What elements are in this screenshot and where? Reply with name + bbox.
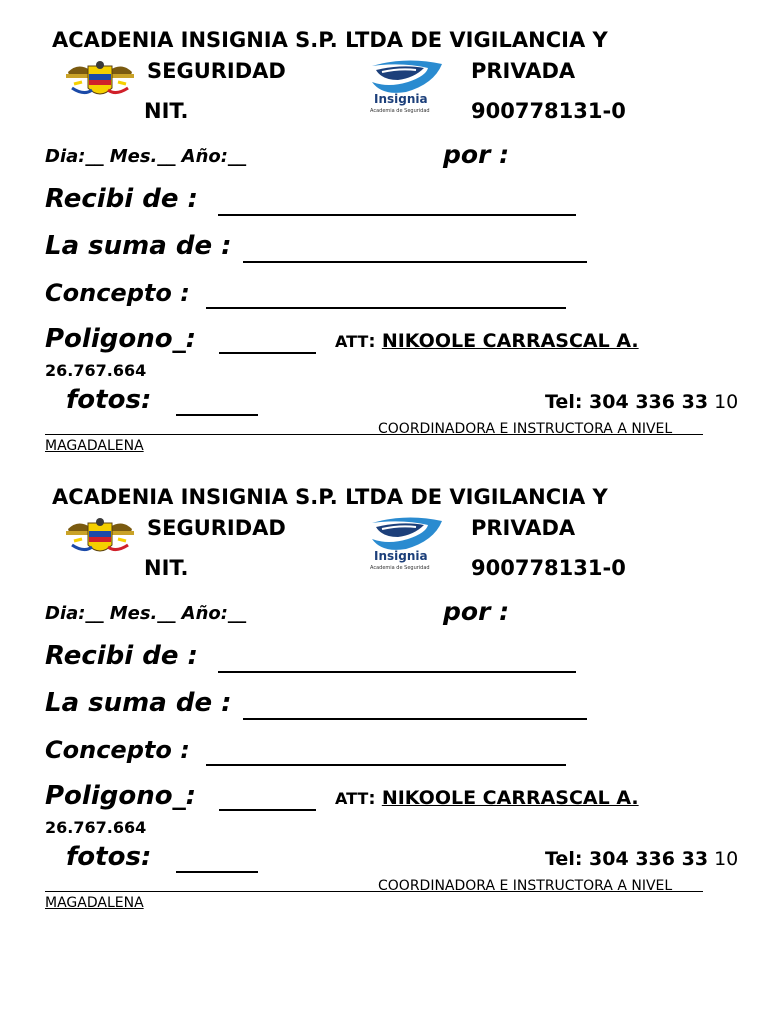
company-title-seguridad: SEGURIDAD bbox=[147, 516, 286, 540]
concepto-field[interactable] bbox=[206, 764, 566, 766]
signature-line bbox=[45, 434, 703, 435]
company-title: ACADENIA INSIGNIA S.P. LTDA DE VIGILANCIA Y bbox=[52, 485, 608, 509]
att-label: ATT bbox=[335, 789, 369, 808]
coat-of-arms-icon bbox=[64, 60, 136, 102]
nit-number: 900778131-0 bbox=[471, 556, 626, 580]
date-field[interactable]: Dia:__ Mes.__ Año:__ bbox=[45, 146, 246, 167]
concepto-label: Concepto : bbox=[45, 736, 190, 764]
coat-of-arms-icon bbox=[64, 517, 136, 559]
por-label: por : bbox=[443, 140, 510, 169]
tel-label: Tel: 304 336 33 bbox=[545, 848, 709, 870]
department-name: MAGADALENA bbox=[45, 895, 144, 911]
recibi-field[interactable] bbox=[218, 214, 576, 216]
company-title: ACADENIA INSIGNIA S.P. LTDA DE VIGILANCIA Y bbox=[52, 28, 608, 52]
company-title-privada: PRIVADA bbox=[471, 516, 576, 540]
telephone bbox=[545, 391, 738, 413]
att-signature bbox=[335, 787, 639, 809]
nit-label: NIT. bbox=[144, 556, 189, 580]
tel-label: Tel: 304 336 33 bbox=[545, 391, 709, 413]
suma-label: La suma de : bbox=[45, 231, 232, 261]
fotos-label: fotos: bbox=[66, 842, 152, 872]
nit-number: 900778131-0 bbox=[471, 99, 626, 123]
poligono-label: Poligono_: bbox=[45, 324, 196, 354]
tel-tail: 10 bbox=[708, 391, 739, 413]
cedula-number: 26.767.664 bbox=[45, 818, 147, 837]
suma-label: La suma de : bbox=[45, 688, 232, 718]
company-title-seguridad: SEGURIDAD bbox=[147, 59, 286, 83]
poligono-label: Poligono_: bbox=[45, 781, 196, 811]
tel-tail: 10 bbox=[708, 848, 739, 870]
fotos-field[interactable] bbox=[176, 414, 258, 416]
att-name: NIKOOLE CARRASCAL A. bbox=[381, 330, 639, 352]
att-name: NIKOOLE CARRASCAL A. bbox=[381, 787, 639, 809]
poligono-field[interactable] bbox=[219, 809, 316, 811]
att-colon: : bbox=[368, 331, 376, 352]
insignia-logo bbox=[362, 515, 450, 573]
att-signature bbox=[335, 330, 639, 352]
logo-subtext: Academia de Seguridad bbox=[370, 565, 430, 571]
concepto-label: Concepto : bbox=[45, 279, 190, 307]
insignia-logo bbox=[362, 58, 450, 116]
concepto-field[interactable] bbox=[206, 307, 566, 309]
logo-subtext: Academia de Seguridad bbox=[370, 108, 430, 114]
signature-line bbox=[45, 891, 703, 892]
att-colon: : bbox=[368, 788, 376, 809]
coordinator-title: COORDINADORA E INSTRUCTORA A NIVEL bbox=[378, 878, 673, 894]
recibi-label: Recibi de : bbox=[45, 641, 198, 671]
coordinator-title: COORDINADORA E INSTRUCTORA A NIVEL bbox=[378, 421, 673, 437]
receipt-1 bbox=[0, 0, 768, 457]
logo-text: Insignia bbox=[374, 92, 428, 106]
por-label: por : bbox=[443, 597, 510, 626]
cedula-number: 26.767.664 bbox=[45, 361, 147, 380]
nit-label: NIT. bbox=[144, 99, 189, 123]
fotos-label: fotos: bbox=[66, 385, 152, 415]
receipt-2 bbox=[0, 457, 768, 914]
date-field[interactable]: Dia:__ Mes.__ Año:__ bbox=[45, 603, 246, 624]
poligono-field[interactable] bbox=[219, 352, 316, 354]
att-label: ATT bbox=[335, 332, 369, 351]
company-title-privada: PRIVADA bbox=[471, 59, 576, 83]
suma-field[interactable] bbox=[243, 718, 587, 720]
fotos-field[interactable] bbox=[176, 871, 258, 873]
logo-text: Insignia bbox=[374, 549, 428, 563]
recibi-label: Recibi de : bbox=[45, 184, 198, 214]
suma-field[interactable] bbox=[243, 261, 587, 263]
department-name: MAGADALENA bbox=[45, 438, 144, 454]
telephone bbox=[545, 848, 738, 870]
recibi-field[interactable] bbox=[218, 671, 576, 673]
